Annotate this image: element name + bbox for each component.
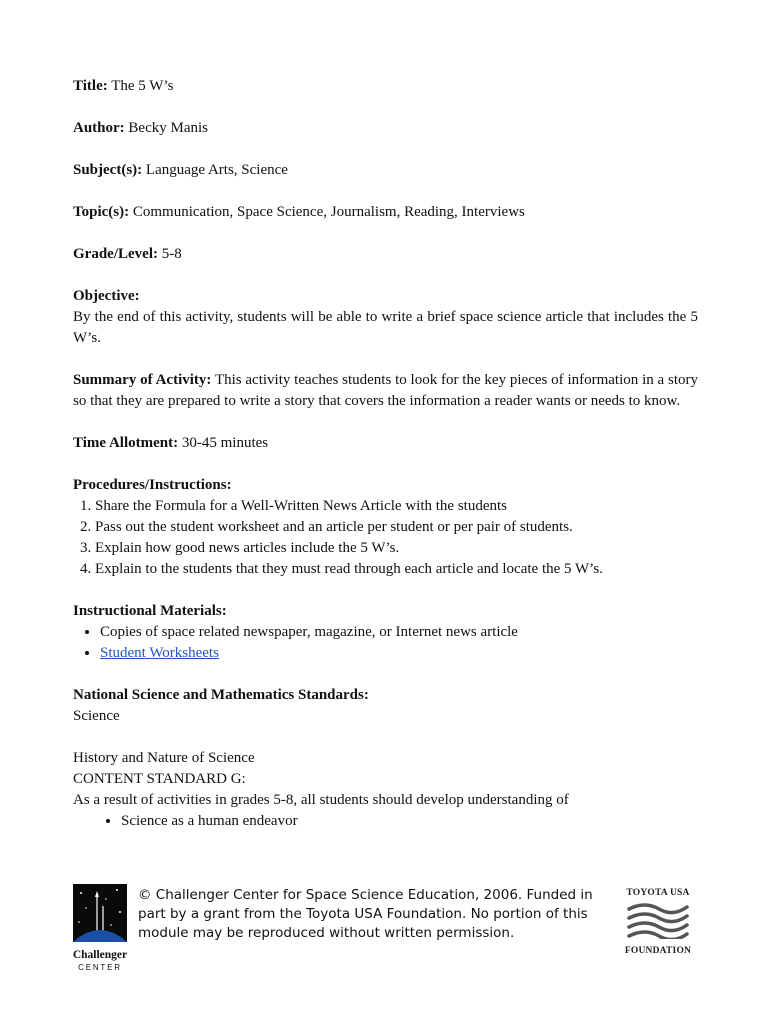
- procedure-step: 2. Pass out the student worksheet and an article per student or per pair of students.: [95, 517, 698, 538]
- procedures-label: Procedures/Instructions:: [73, 477, 232, 493]
- time-label: Time Allotment:: [73, 435, 179, 451]
- summary-section: [73, 370, 698, 412]
- understanding-list: [73, 811, 698, 832]
- lesson-content: [73, 76, 698, 832]
- procedure-step: 3. Explain how good news articles include the 5 W’s.: [95, 538, 698, 559]
- subjects-label: Subject(s):: [73, 162, 143, 178]
- grade-value: 5-8: [161, 246, 182, 262]
- objective-text: By the end of this activity, students will be able to write a brief space science article that includes the 5 W’s.: [73, 309, 698, 346]
- title-value: The 5 W’s: [111, 78, 174, 94]
- material-item: • Copies of space related newspaper, magazine, or Internet news article: [100, 622, 698, 643]
- toyota-logo-foundation: FOUNDATION: [624, 946, 692, 956]
- result-text: As a result of activities in grades 5-8, all students should develop understanding of: [73, 792, 569, 808]
- copyright-notice: [138, 886, 618, 943]
- challenger-center-logo: [73, 884, 127, 974]
- history-section: [73, 748, 698, 832]
- grade-field: [73, 244, 698, 265]
- procedure-step: 1. Share the Formula for a Well-Written News Article with the students: [95, 496, 698, 517]
- objective-section: [73, 286, 698, 349]
- topics-field: [73, 202, 698, 223]
- author-field: [73, 118, 698, 139]
- subjects-value: Language Arts, Science: [145, 162, 288, 178]
- procedures-section: [73, 475, 698, 580]
- grade-label: Grade/Level:: [73, 246, 158, 262]
- subjects-field: [73, 160, 698, 181]
- page-footer: [73, 884, 698, 974]
- objective-label: Objective:: [73, 288, 140, 304]
- standards-section: [73, 685, 698, 727]
- materials-section: [73, 601, 698, 664]
- flag-wave-icon: [623, 899, 693, 939]
- time-value: 30-45 minutes: [181, 435, 269, 451]
- understanding-item: • Science as a human endeavor: [121, 811, 698, 832]
- logo-word-challenger: Challenger: [73, 949, 127, 961]
- toyota-logo-name: TOYOTA USA: [626, 888, 690, 898]
- time-field: [73, 433, 698, 454]
- copyright-line: part by a grant from the Toyota USA Foundation. No portion of this: [138, 906, 588, 922]
- title-field: [73, 76, 698, 97]
- standards-subject: Science: [73, 708, 120, 724]
- toyota-foundation-logo: [618, 888, 698, 958]
- topics-label: Topic(s):: [73, 204, 130, 220]
- procedures-list: [73, 496, 698, 580]
- standards-label: National Science and Mathematics Standards:: [73, 687, 369, 703]
- materials-list: [73, 622, 698, 664]
- topics-value: Communication, Space Science, Journalism, Reading, Interviews: [132, 204, 525, 220]
- materials-label: Instructional Materials:: [73, 603, 227, 619]
- student-worksheets-link[interactable]: Student Worksheets: [100, 645, 219, 661]
- title-label: Title:: [73, 78, 108, 94]
- material-item: [100, 643, 698, 664]
- summary-text: This activity teaches students to look for the key pieces of information in a story so that they are prepared to write a story that covers the information a reader wants or needs to know.: [73, 372, 698, 409]
- logo-word-center: CENTER: [78, 963, 122, 972]
- content-standard: CONTENT STANDARD G:: [73, 771, 246, 787]
- author-value: Becky Manis: [128, 120, 208, 136]
- summary-label: Summary of Activity:: [73, 372, 212, 388]
- author-label: Author:: [73, 120, 125, 136]
- copyright-line: © Challenger Center for Space Science Education, 2006. Funded in: [138, 887, 593, 903]
- copyright-line: module may be reproduced without written permission.: [138, 925, 515, 941]
- procedure-step: 4. Explain to the students that they must read through each article and locate the 5 W’s.: [95, 559, 698, 580]
- history-heading: History and Nature of Science: [73, 750, 255, 766]
